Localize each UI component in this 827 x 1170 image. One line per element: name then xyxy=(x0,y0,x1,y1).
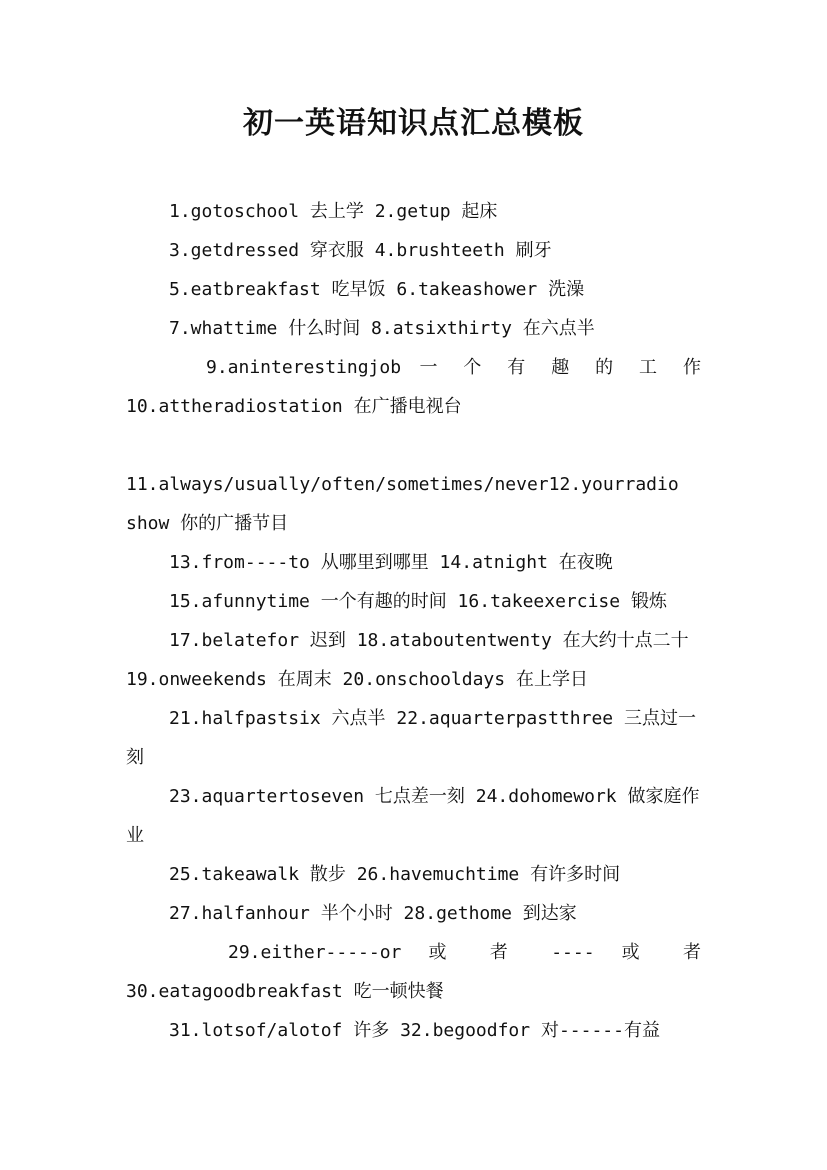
paragraph-10: 21.halfpastsix 六点半 22.aquarterpastthree 三点过一刻 xyxy=(126,708,696,768)
paragraph-15: 31.lotsof/alotof 许多 32.begoodfor 对------有益 xyxy=(169,1020,660,1041)
paragraph-2: 3.getdressed 穿衣服 4.brushteeth 刷牙 xyxy=(169,240,552,261)
paragraph-14: 29.either-----or 或 者 ---- 或 者 30.eatagoodbreakfast 吃一顿快餐 xyxy=(126,942,701,1002)
blank-line xyxy=(126,426,701,465)
page-title: 初一英语知识点汇总模板 xyxy=(243,106,584,141)
paragraph-13: 27.halfanhour 半个小时 28.gethome 到达家 xyxy=(169,903,577,924)
paragraph-3: 5.eatbreakfast 吃早饭 6.takeashower 洗澡 xyxy=(169,279,585,300)
paragraph-9: 17.belatefor 迟到 18.ataboutentwenty 在大约十点二十 19.onweekends 在周末 20.onschooldays 在上学日 xyxy=(126,630,689,690)
paragraph-12: 25.takeawalk 散步 26.havemuchtime 有许多时间 xyxy=(169,864,621,885)
paragraph-5: 9.aninterestingjob 一 个 有 趣 的 工 作 10.attheradiostation 在广播电视台 xyxy=(126,357,701,417)
paragraph-11: 23.aquartertoseven 七点差一刻 24.dohomework 做家庭作业 xyxy=(126,786,700,846)
paragraph-7: 13.from----to 从哪里到哪里 14.atnight 在夜晚 xyxy=(169,552,613,573)
paragraph-1: 1.gotoschool 去上学 2.getup 起床 xyxy=(169,201,498,222)
paragraph-8: 15.afunnytime 一个有趣的时间 16.takeexercise 锻炼 xyxy=(169,591,667,612)
paragraph-6: 11.always/usually/often/sometimes/never12.yourradio show 你的广播节目 xyxy=(126,474,679,534)
paragraph-4: 7.whattime 什么时间 8.atsixthirty 在六点半 xyxy=(169,318,595,339)
document-body xyxy=(126,192,701,1050)
